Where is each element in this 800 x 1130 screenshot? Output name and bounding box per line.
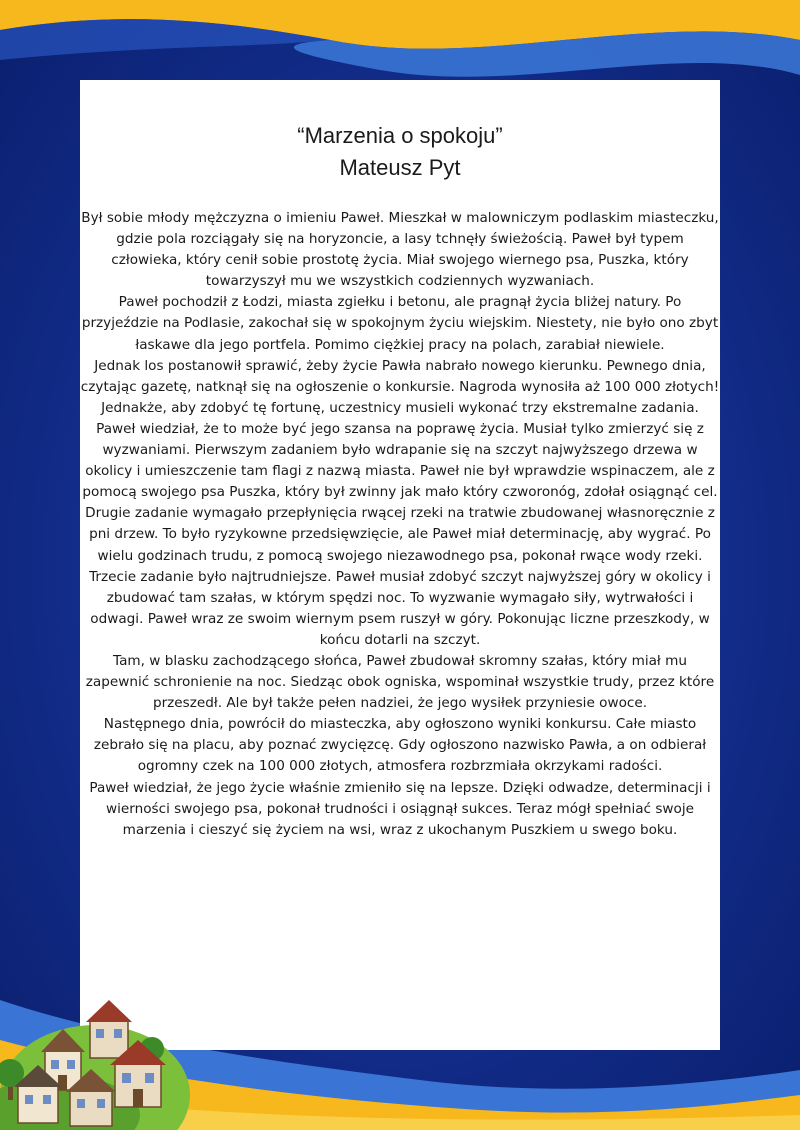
village-houses-illustration	[0, 985, 190, 1130]
story-paragraph: Paweł pochodził z Łodzi, miasta zgiełku i betonu, ale pragnął życia bliżej natury. Po przyjeździe na Podlasie, zakochał się w spokojnym życiu wiejskim. Niestety, nie było ono zbyt łaskawe dla jego portfela. Pomimo ciężkiej pracy na polach, zarabiał niewiele.	[81, 294, 719, 353]
story-paragraph: Następnego dnia, powrócił do miasteczka, aby ogłoszono wyniki konkursu. Całe miasto zebrało się na placu, aby poznać zwycięzcę. Gdy ogłoszono nazwisko Pawła, a on odbierał ogromny czek na 100 000 złotych, atmosfera rozbrzmiała okrzykami radości.	[93, 716, 707, 775]
story-paragraph: Trzecie zadanie było najtrudniejsze. Paweł musiał zdobyć szczyt najwyższej góry w okolicy i zbudować tam szałas, w którym spędzi noc. To wyzwanie wymagało siły, wytrwałości i odwagi. Paweł wraz ze swoim wiernym psem ruszył w góry. Pokonując liczne przeszkody, w końcu dotarli na szczyt.	[89, 568, 711, 648]
story-paragraph: Tam, w blasku zachodzącego słońca, Paweł zbudował skromny szałas, który miał mu zapewnić schronienie na noc. Siedząc obok ogniska, wspominał wszystkie trudy, przez które przeszedł. Ale był także pełen nadziei, że jego wysiłek przyniesie owoce.	[85, 652, 715, 712]
story-paragraph: Paweł wiedział, że to może być jego szansa na poprawę życia. Musiał tylko zmierzyć się z wyzwaniami. Pierwszym zadaniem było wdrapanie się na szczyt najwyższego drzewa w okolicy i umieszczenie tam flagi z nazwą miasta. Paweł nie był wprawdzie wspinaczem, ale z pomocą swojego psa Puszka, który był zwinny jak mało który czworonóg, zdołał osiągnąć cel.	[82, 420, 718, 501]
house-icon	[86, 1000, 132, 1058]
document-author: Mateusz Pyt	[339, 155, 461, 180]
story-paragraph: Jednak los postanowił sprawić, żeby życie Pawła nabrało nowego kierunku. Pewnego dnia, czytając gazetę, natknął się na ogłoszenie o konkursie. Nagroda wynosiła aż 100 000 złotych! Jednakże, aby zdobyć tę fortunę, uczestnicy musieli wykonać trzy ekstremalne zadania.	[80, 357, 720, 416]
document-page	[80, 80, 720, 1050]
story-paragraph: Drugie zadanie wymagało przepłynięcia rwącej rzeki na tratwie zbudowanej własnoręcznie z pni drzew. To było ryzykowne przedsięwzięcie, ale Paweł miał determinację, aby wygrać. Po wielu godzinach trudu, z pomocą swojego niezawodnego psa, pokonał rwące wody rzeki.	[85, 505, 715, 564]
document-title: “Marzenia o spokoju”	[297, 123, 503, 148]
story-paragraph: Był sobie młody mężczyzna o imieniu Paweł. Mieszkał w malowniczym podlaskim miasteczku, gdzie pola rozciągały się na horyzoncie, a lasy tchnęły świeżością. Paweł był typem człowieka, który cenił sobie prostotę życia. Miał swojego wiernego psa, Puszka, który towarzyszył mu we wszystkich codziennych wyzwaniach.	[81, 210, 719, 290]
story-text	[80, 208, 720, 841]
story-paragraph: Paweł wiedział, że jego życie właśnie zmieniło się na lepsze. Dzięki odwadze, determinacji i wierności swojego psa, pokonał trudności i osiągnął sukces. Teraz mógł spełniać swoje marzenia i cieszyć się życiem na wsi, wraz z ukochanym Puszkiem u swego boku.	[89, 779, 711, 838]
title-block	[80, 120, 720, 184]
